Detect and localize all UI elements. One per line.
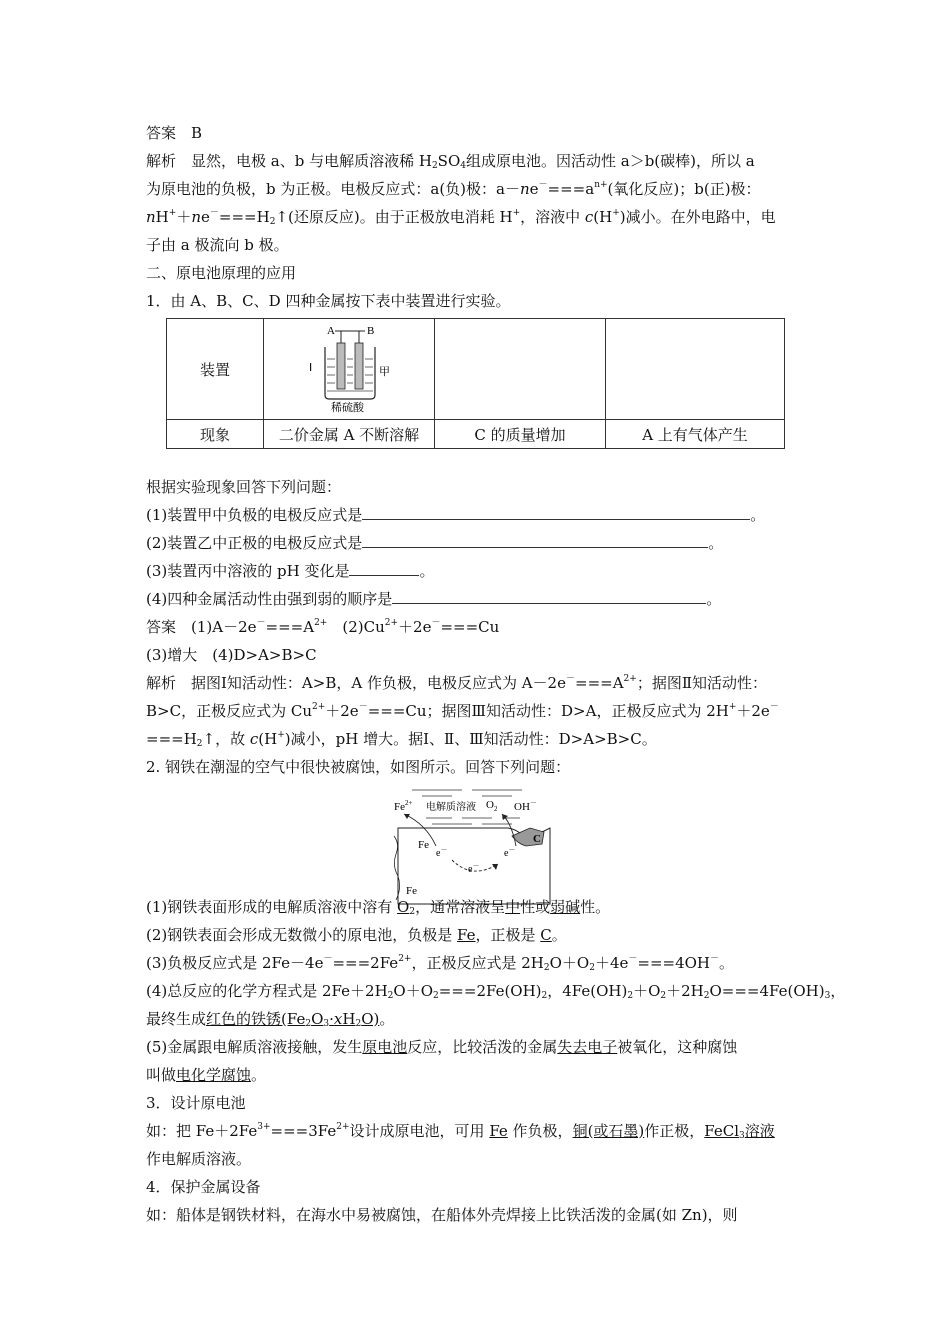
table-cell: C 的质量增加 — [435, 420, 606, 449]
fe2-label: Fe — [394, 801, 405, 813]
corrosion-item-3: (3)负极反应式是 $2Fe-4e^-===2Fe^{2+}$，正极反应式是 $2H_2O+O_2+4e^-===4OH^-$。 — [146, 954, 735, 973]
analysis-line-4: 子由 a 极流向 b 极。 — [146, 236, 289, 254]
fe2-charge: 2+ — [405, 799, 413, 807]
fe-anode-label: Fe — [418, 839, 429, 851]
design-line-1: 如：把 $Fe+2Fe^{3+}===3Fe^{2+}$设计成原电池，可用 Fe 作负极，铜(或石墨)作正极，FeCl$_3$溶液 — [146, 1122, 775, 1141]
question-2: (2)装置乙中正极的电极反应式是 。 — [146, 534, 724, 552]
table-cell: 二价金属 A 不断溶解 — [264, 420, 435, 449]
question-1: (1)装置甲中负极的电极反应式是 。 — [146, 506, 766, 524]
table-row — [167, 420, 785, 449]
corrosion-item-5b: 叫做电化学腐蚀。 — [146, 1066, 267, 1084]
corrosion-item-1: (1)钢铁表面形成的电解质溶液中溶有 $O_2$，通常溶液呈中性或弱碱性。 — [146, 898, 611, 917]
answer-underline: 弱碱 — [550, 898, 581, 916]
electron-label: e — [436, 848, 441, 859]
answer-underline: Fe — [489, 1122, 508, 1140]
answer-blank[interactable] — [362, 505, 750, 520]
answer-underline: Fe — [457, 926, 476, 944]
analysis-line-3: $nH^++ne^-===H_2↑$(还原反应)。由于正极放电消耗 H+，溶液中 c(H+)减小。在外电路中，电 — [146, 208, 776, 227]
answer-underline: 红色的铁锈$(Fe_2O_3\cdot xH_2O)$ — [206, 1010, 380, 1029]
analysis-line-1: 解析 显然，电极 a、b 与电解质溶液稀 $H_2SO_4$组成原电池。因活动性 a＞b(碳棒)，所以 a — [146, 152, 755, 171]
fe-metal-label: Fe — [406, 885, 417, 897]
figure-label-a: A — [327, 325, 335, 337]
section-3-heading: 3．设计原电池 — [146, 1094, 246, 1112]
figure-label-b: B — [367, 325, 375, 337]
table-row — [167, 319, 785, 420]
o2-sub: 2 — [493, 805, 498, 813]
table-cell: A 上有气体产生 — [606, 420, 785, 449]
answer-blank[interactable] — [362, 533, 708, 548]
protect-line-1: 如：船体是钢铁材料，在海水中易被腐蚀，在船体外壳焊接上比铁活泼的金属(如 Zn)，则 — [146, 1206, 738, 1224]
question-4: (4)四种金属活动性由强到弱的顺序是 。 — [146, 590, 722, 608]
answer-underline: 失去电子 — [557, 1038, 618, 1056]
corrosion-item-2: (2)钢铁表面会形成无数微小的原电池，负极是 Fe，正极是 C。 — [146, 926, 567, 944]
svg-text:e－ — [504, 846, 515, 859]
apparatus-figure — [289, 321, 409, 413]
svg-text:OH－ — [514, 799, 537, 813]
answer-line-1: 答案 $(1)A-2e^-===A^{2+}$ $(2)Cu^{2+}+2e^-===Cu$ — [146, 618, 500, 636]
corrosion-item-4: (4)总反应的化学方程式是 $2Fe+2H_2O+O_2===2Fe(OH)_2$，$4Fe(OH)_2+O_2+2H_2O===4Fe(OH)_3$， — [146, 982, 846, 1001]
explanation-line-1: 解析 据图Ⅰ知活动性：A>B，A 作负极，电极反应式为 $A-2e^-===A^{2+}$；据图Ⅱ知活动性： — [146, 674, 768, 692]
corrosion-figure — [392, 784, 554, 912]
answer-underline: $O_2$ — [397, 898, 416, 917]
figure-label-acid: 稀硫酸 — [331, 401, 364, 413]
experiment-table — [166, 318, 785, 449]
answer-underline: FeCl$_3$溶液 — [704, 1122, 775, 1141]
electron-charge: － — [472, 862, 480, 870]
figure-label-i: Ⅰ — [309, 362, 313, 374]
answer-blank[interactable] — [349, 561, 419, 576]
question-1-stem: 1．由 A、B、C、D 四种金属按下表中装置进行实验。 — [146, 292, 511, 310]
electron-charge: － — [508, 846, 516, 854]
svg-text:e－ — [468, 862, 479, 875]
answer-underline: 铜(或石墨) — [572, 1122, 645, 1140]
apparatus-figure-cell — [264, 319, 435, 420]
figure-label-jia: 甲 — [379, 365, 390, 378]
electrolyte-label: 电解质溶液 — [426, 802, 476, 813]
answer-underline: 电化学腐蚀 — [176, 1066, 252, 1084]
section-2-stem: 2. 钢铁在潮湿的空气中很快被腐蚀，如图所示。回答下列问题： — [146, 758, 571, 776]
electron-charge: － — [440, 846, 448, 854]
answer-line-2: (3)增大 (4)D>A>B>C — [146, 646, 317, 664]
svg-text:Fe2+ — [394, 799, 413, 813]
electron-label: e — [504, 848, 509, 859]
table-cell-label: 装置 — [167, 319, 264, 420]
answer-blank[interactable] — [392, 589, 706, 604]
svg-text:e－ — [436, 846, 447, 859]
corrosion-item-5: (5)金属跟电解质溶液接触，发生原电池反应，比较活泼的金属失去电子被氧化，这种腐蚀 — [146, 1038, 738, 1056]
electron-label: e — [468, 864, 473, 875]
explanation-line-2: B>C，正极反应式为 $Cu^{2+}+2e^-===Cu$；据图Ⅲ知活动性：D>A，正极反应式为 2H+＋2e－ — [146, 702, 779, 720]
question-intro: 根据实验现象回答下列问题： — [146, 478, 342, 496]
empty-figure-cell — [435, 319, 606, 420]
question-3: (3)装置丙中溶液的 pH 变化是 。 — [146, 562, 435, 580]
svg-text:O2 — [486, 799, 498, 813]
answer-underline: C — [540, 926, 552, 944]
o2-label: O — [486, 799, 494, 811]
empty-figure-cell — [606, 319, 785, 420]
oh-charge: － — [529, 799, 537, 807]
corrosion-item-4b: 最终生成红色的铁锈$(Fe_2O_3\cdot xH_2O)$。 — [146, 1010, 395, 1029]
answer-underline: 中 — [505, 898, 521, 916]
oh-label: OH — [514, 801, 530, 813]
section-4-heading: 4．保护金属设备 — [146, 1178, 261, 1196]
answer-underline: 原电池 — [362, 1038, 408, 1056]
cathode-label: C — [533, 833, 541, 845]
analysis-line-2: 为原电池的负极，b 为正极。电极反应式：a(负)极：$a-ne^-===a^{n+}$(氧化反应)；b(正)极： — [146, 180, 761, 198]
table-cell-label: 现象 — [167, 420, 264, 449]
section-heading-2: 二、原电池原理的应用 — [146, 264, 297, 282]
answer-line: 答案 B — [146, 124, 203, 142]
design-line-2: 作电解质溶液。 — [146, 1150, 252, 1168]
explanation-line-3: $===H_2↑$，故 c(H+)减小，pH 增大。据Ⅰ、Ⅱ、Ⅲ知活动性：D>A>B>C。 — [146, 730, 657, 749]
